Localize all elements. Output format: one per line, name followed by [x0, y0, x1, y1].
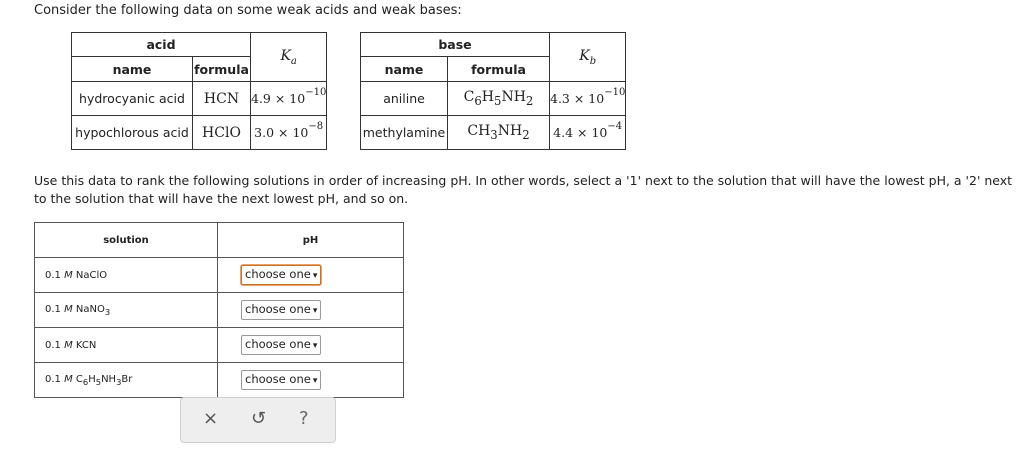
ph-rank-select-nano3[interactable]: choose one ▾: [241, 300, 321, 320]
acid-formula: HCN: [193, 82, 251, 116]
kb-symbol: $K_b$: [579, 47, 597, 67]
solution-label: 0.1 M NaClO: [35, 258, 218, 293]
acid-header: acid: [72, 33, 251, 57]
help-icon[interactable]: ?: [299, 408, 309, 429]
acid-data-table: [71, 32, 327, 150]
table-row: [72, 116, 327, 150]
ph-rank-select-anilinium-bromide[interactable]: choose one ▾: [241, 370, 321, 390]
clear-icon[interactable]: ×: [203, 408, 219, 429]
acid-formula: HClO: [193, 116, 251, 150]
base-formula-header: formula: [448, 57, 550, 82]
ranking-table: [34, 222, 404, 398]
solution-label: 0.1 M $C_6H_5NH_3Br$: [35, 363, 218, 398]
kb-header: [550, 33, 626, 82]
acid-name: hydrocyanic acid: [72, 82, 193, 116]
ka-symbol: $K_a$: [280, 47, 297, 67]
chevron-down-icon: ▾: [312, 306, 318, 316]
base-formula: $CH_3NH_2$: [448, 116, 550, 150]
kb-value: $4.3 \times 10^{-10}$: [550, 82, 626, 116]
chevron-down-icon: ▾: [312, 341, 318, 351]
intro-text: Consider the following data on some weak acids and weak bases:: [34, 3, 462, 18]
answer-toolbar: [180, 397, 336, 443]
table-row: [35, 328, 404, 363]
base-header: base: [361, 33, 550, 57]
table-row: [35, 293, 404, 328]
acid-name: hypochlorous acid: [72, 116, 193, 150]
base-name: methylamine: [361, 116, 448, 150]
chevron-down-icon: ▾: [312, 271, 318, 281]
solution-label: 0.1 M NaNO$_3$: [35, 293, 218, 328]
ka-value: $4.9 \times 10^{-10}$: [251, 82, 327, 116]
kb-value: $4.4 \times 10^{-4}$: [550, 116, 626, 150]
acid-name-header: name: [72, 57, 193, 82]
table-row: [35, 258, 404, 293]
undo-icon[interactable]: ↺: [251, 408, 267, 429]
ka-value: $3.0 \times 10^{-8}$: [251, 116, 327, 150]
solution-header: solution: [35, 223, 218, 258]
table-row: [361, 116, 626, 150]
base-name-header: name: [361, 57, 448, 82]
instructions-text: Use this data to rank the following solutions in order of increasing pH. In other words, select a '1' next to the solution that will have the lowest pH, a '2' next to the solution that will have the next lowest pH, and so on.: [34, 173, 1013, 206]
table-row: [35, 363, 404, 398]
solution-label: 0.1 M KCN: [35, 328, 218, 363]
acid-formula-header: formula: [193, 57, 251, 82]
table-row: [361, 82, 626, 116]
base-name: aniline: [361, 82, 448, 116]
ph-rank-select-naclo[interactable]: choose one ▾: [241, 265, 321, 285]
chevron-down-icon: ▾: [312, 376, 318, 386]
table-row: [72, 82, 327, 116]
ka-header: [251, 33, 327, 82]
base-data-table: [360, 32, 626, 150]
ph-header: pH: [218, 223, 404, 258]
base-formula: $C_6H_5NH_2$: [448, 82, 550, 116]
ph-rank-select-kcn[interactable]: choose one ▾: [241, 335, 321, 355]
